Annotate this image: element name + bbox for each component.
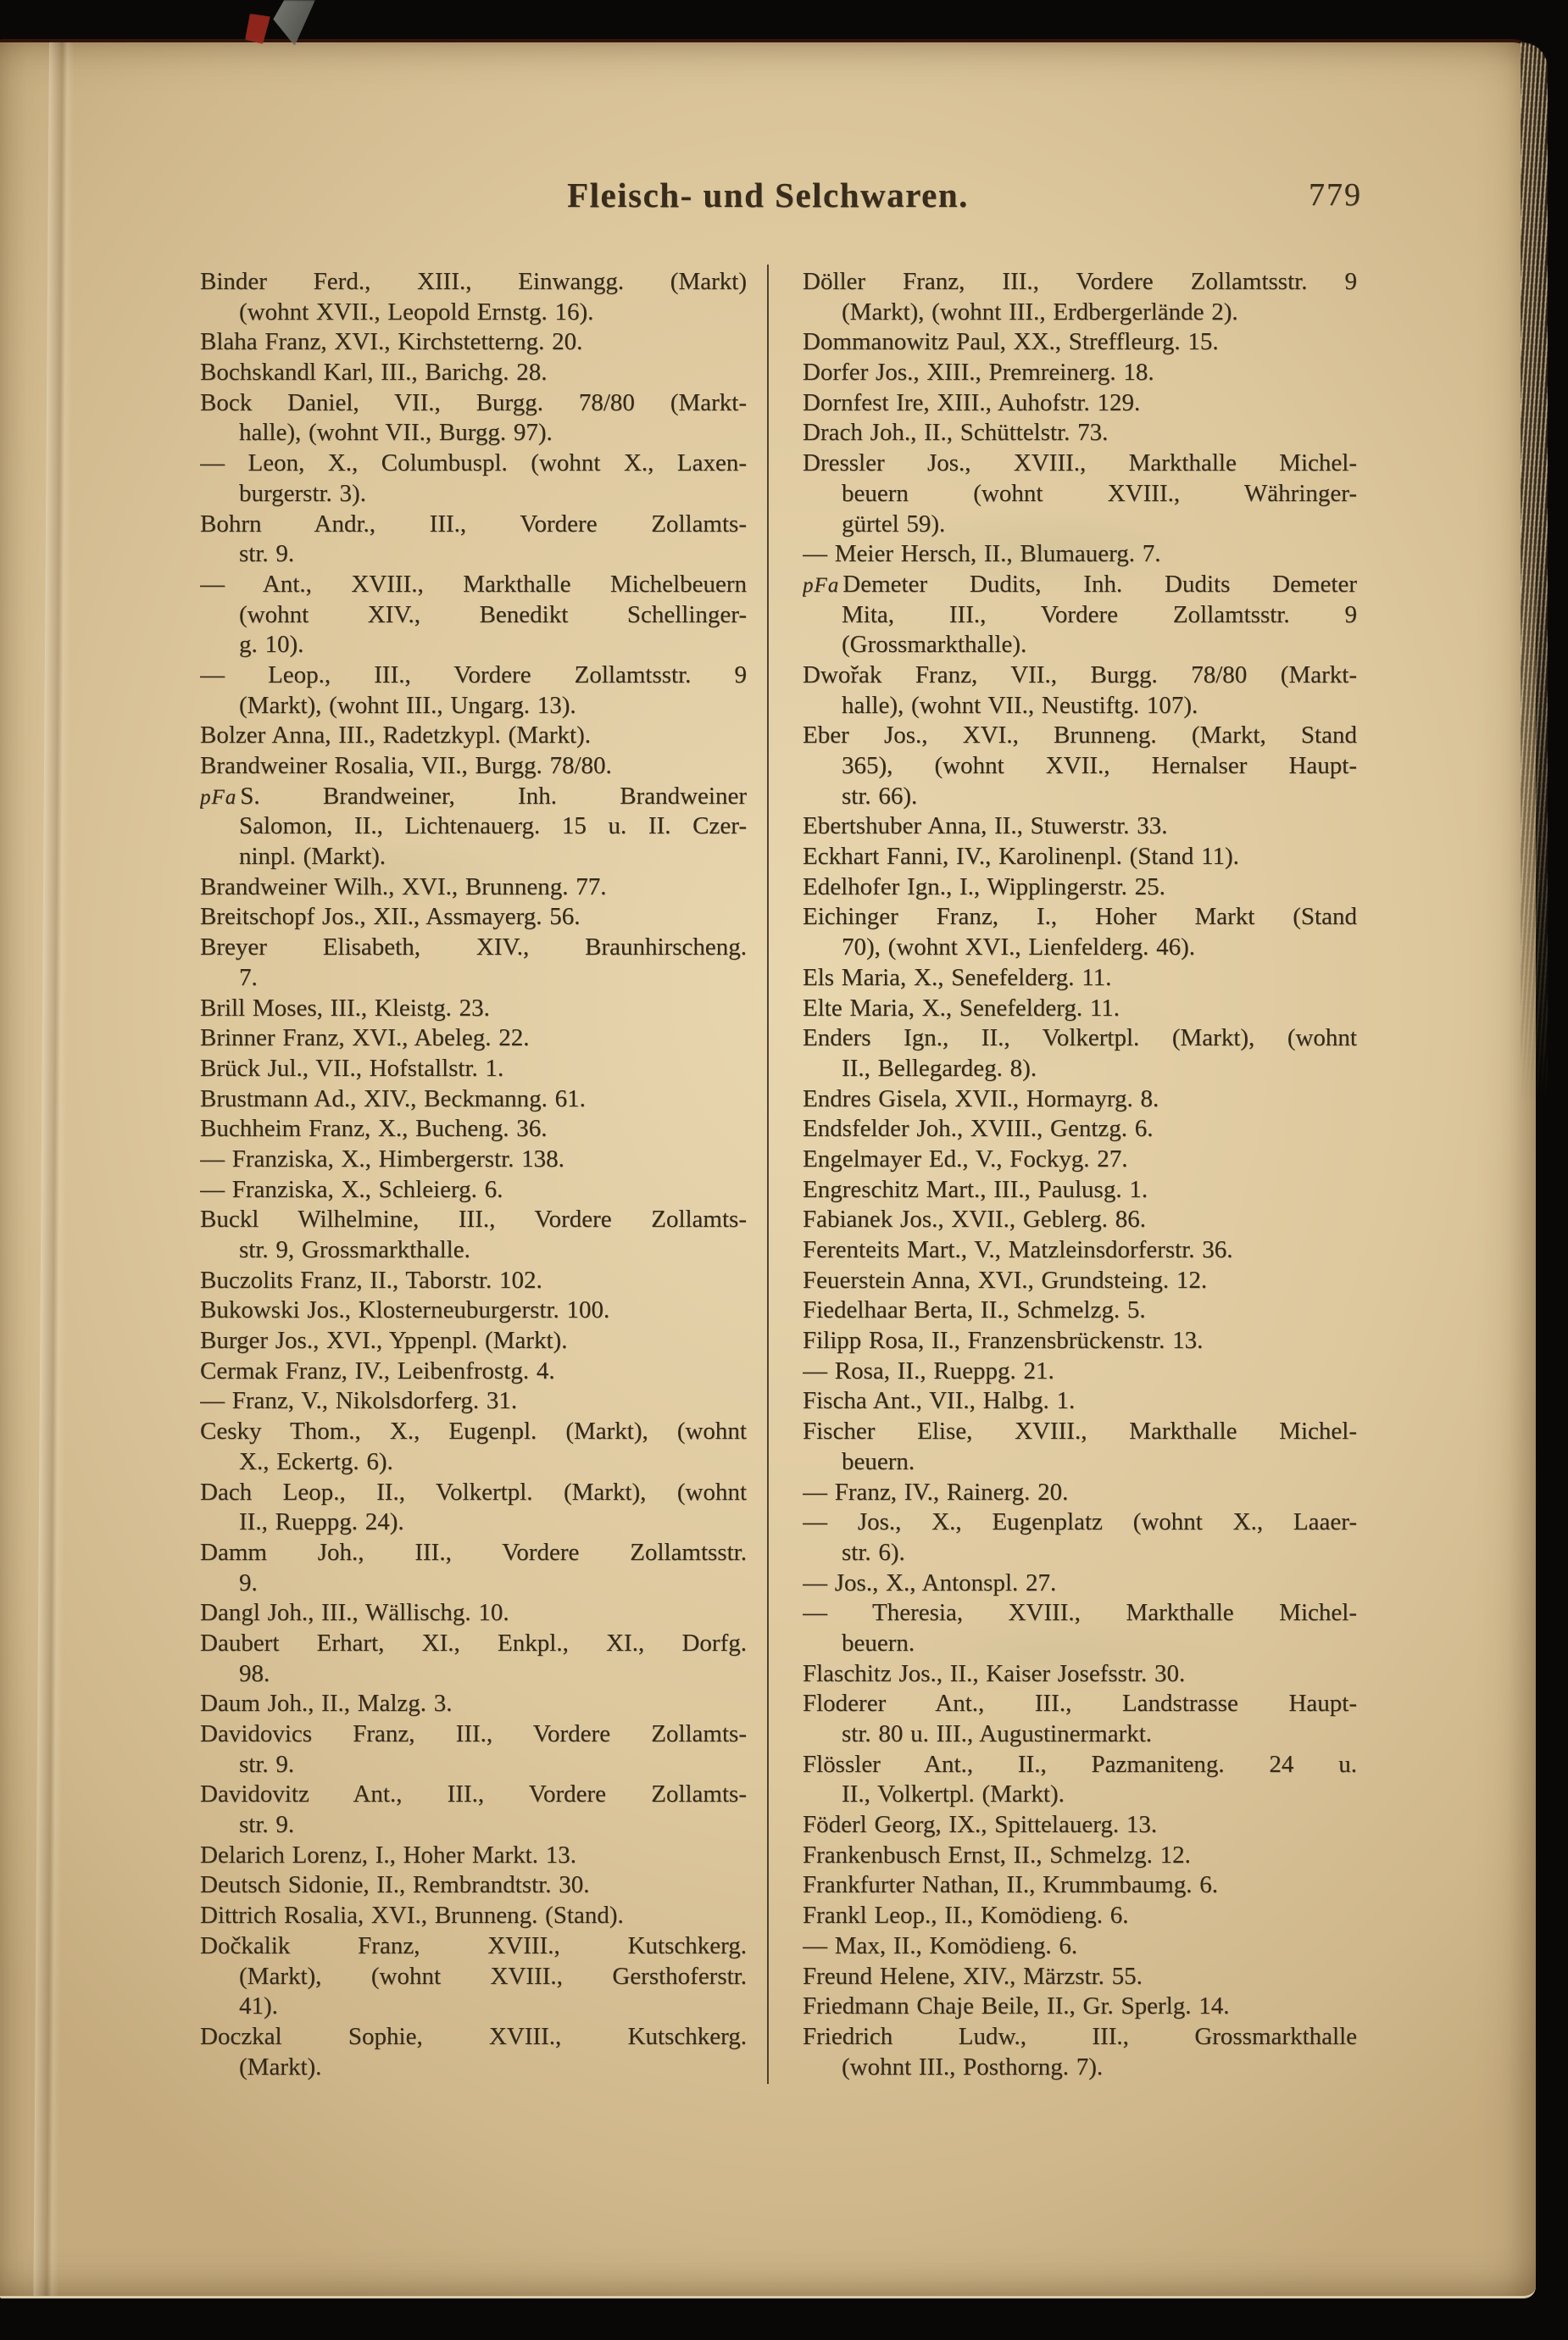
directory-line: Edelhofer Ign., I., Wipplingerstr. 25. (803, 872, 1165, 900)
directory-entry (803, 448, 1357, 539)
directory-entry (803, 1507, 1357, 1568)
directory-line: Brinner Franz, XVI., Abeleg. 22. (200, 1024, 530, 1052)
directory-line: Engelmayer Ed., V., Fockyg. 27. (803, 1145, 1128, 1173)
page-number: 779 (1309, 177, 1362, 213)
directory-entry (803, 902, 1357, 962)
directory-line: 41). (239, 1992, 278, 2020)
directory-line: 9. (239, 1568, 258, 1596)
directory-line: Brandweiner Rosalia, VII., Burgg. 78/80. (200, 752, 612, 779)
directory-entry (803, 721, 1357, 811)
directory-entry (803, 842, 1357, 872)
directory-entry (200, 1175, 747, 1206)
directory-entry (200, 1901, 747, 1931)
page-stack-edges (1521, 42, 1548, 1102)
directory-entry (200, 510, 747, 570)
directory-line: Frankl Leop., II., Komödieng. 6. (803, 1902, 1129, 1930)
directory-entry (200, 1417, 747, 1477)
directory-line: Dornfest Ire, XIII., Auhofstr. 129. (803, 388, 1141, 416)
directory-line: Fiedelhaar Berta, II., Schmelzg. 5. (803, 1296, 1146, 1324)
directory-line: — Leop., III., Vordere Zollamtsstr. 9 (200, 660, 747, 688)
directory-line: Frankfurter Nathan, II., Krummbaumg. 6. (803, 1871, 1219, 1899)
directory-line: Bochskandl Karl, III., Barichg. 28. (200, 359, 548, 387)
directory-entry (200, 1326, 747, 1357)
directory-line: Daum Joh., II., Malzg. 3. (200, 1690, 453, 1718)
directory-entry (200, 1780, 747, 1840)
directory-line: Friedmann Chaje Beile, II., Gr. Sperlg. 14. (803, 1992, 1230, 2020)
directory-entry (200, 1629, 747, 1689)
directory-line: Breitschopf Jos., XII., Assmayerg. 56. (200, 903, 581, 931)
directory-entry (803, 418, 1357, 448)
directory-line: Buchheim Franz, X., Bucheng. 36. (200, 1115, 548, 1143)
directory-line: Daubert Erhart, XI., Enkpl., XI., Dorfg. (200, 1629, 747, 1657)
directory-entry (803, 1357, 1357, 1387)
directory-entry (200, 1719, 747, 1780)
directory-entry (200, 267, 747, 327)
directory-line: Freund Helene, XIV., Märzstr. 55. (803, 1962, 1143, 1990)
directory-line: (Grossmarkthalle). (842, 631, 1027, 659)
directory-entry (200, 1145, 747, 1175)
directory-entry (200, 782, 747, 872)
directory-line: 365), (wohnt XVII., Hernalser Haupt- (842, 752, 1357, 779)
directory-line: Blaha Franz, XVI., Kirchstetterng. 20. (200, 328, 583, 356)
directory-entry (803, 1841, 1357, 1871)
directory-entry (803, 267, 1357, 327)
directory-entry (200, 751, 747, 782)
directory-line: Eichinger Franz, I., Hoher Markt (Stand (803, 903, 1357, 931)
directory-line: — Franz, IV., Rainerg. 20. (803, 1478, 1069, 1506)
directory-entry (803, 570, 1357, 660)
directory-entry (803, 1659, 1357, 1690)
directory-entry (200, 660, 747, 721)
directory-line: Salomon, II., Lichtenauerg. 15 u. II. Czer- (239, 812, 747, 840)
directory-line: Cermak Franz, IV., Leibenfrostg. 4. (200, 1357, 555, 1384)
directory-line: Dressler Jos., XVIII., Markthalle Michel- (803, 449, 1357, 477)
directory-line: 7. (239, 963, 258, 991)
directory-line: Föderl Georg, IX., Spittelauerg. 13. (803, 1811, 1158, 1839)
directory-entry (803, 1962, 1357, 1992)
directory-entry (803, 1478, 1357, 1508)
page-fold-crease (33, 42, 75, 2296)
directory-entry (803, 1205, 1357, 1235)
directory-line: Doczkal Sophie, XVIII., Kutschkerg. (200, 2022, 747, 2050)
directory-line: — Franziska, X., Himbergerstr. 138. (200, 1145, 564, 1173)
directory-entry (803, 811, 1357, 842)
directory-line: II., Volkertpl. (Markt). (842, 1780, 1065, 1808)
directory-line: beuern. (842, 1447, 915, 1475)
page-title: Fleisch- und Selchwaren. (567, 176, 969, 214)
directory-line: Mita, III., Vordere Zollamtsstr. 9 (842, 600, 1357, 628)
directory-line: str. 6). (842, 1538, 905, 1566)
directory-entry (200, 1357, 747, 1387)
directory-line: Flössler Ant., II., Pazmaniteng. 24 u. (803, 1750, 1357, 1778)
directory-entry (803, 1266, 1357, 1296)
directory-line: Ferenteits Mart., V., Matzleinsdorferstr. 36. (803, 1236, 1233, 1263)
directory-line: Buckl Wilhelmine, III., Vordere Zollamts- (200, 1206, 747, 1234)
directory-line: Eckhart Fanni, IV., Karolinenpl. (Stand 11). (803, 843, 1239, 871)
registered-firm-symbol: pFa (200, 785, 237, 809)
directory-entry (803, 1417, 1357, 1477)
directory-line: Dočkalik Franz, XVIII., Kutschkerg. (200, 1931, 747, 1959)
directory-entry (803, 1810, 1357, 1841)
directory-entry (200, 1538, 747, 1598)
directory-line: (Markt), (wohnt III., Ungarg. 13). (239, 691, 576, 719)
directory-entry (803, 1114, 1357, 1145)
directory-entry (803, 1598, 1357, 1658)
directory-line: 70), (wohnt XVI., Lienfelderg. 46). (842, 933, 1195, 961)
directory-line: Els Maria, X., Senefelderg. 11. (803, 963, 1112, 991)
directory-line: — Ant., XVIII., Markthalle Michelbeuern (200, 570, 747, 598)
directory-entry (200, 1598, 747, 1629)
directory-entry (200, 721, 747, 751)
directory-line: — Jos., X., Eugenplatz (wohnt X., Laaer- (803, 1508, 1357, 1536)
directory-line: Binder Ferd., XIII., Einwangg. (Markt) (200, 268, 747, 295)
directory-entry (803, 1145, 1357, 1175)
right-column (803, 267, 1357, 2082)
directory-line: str. 80 u. III., Augustinermarkt. (842, 1720, 1153, 1747)
directory-line: (Markt). (239, 2053, 322, 2081)
directory-entry (803, 872, 1357, 903)
directory-line: Bukowski Jos., Klosterneuburgerstr. 100. (200, 1296, 610, 1324)
directory-line: (wohnt XIV., Benedikt Schellinger- (239, 600, 747, 628)
directory-entry (200, 1205, 747, 1265)
directory-line: Enders Ign., II., Volkertpl. (Markt), (wohnt (803, 1024, 1357, 1052)
directory-entry (803, 1689, 1357, 1749)
directory-line: Brück Jul., VII., Hofstallstr. 1. (200, 1054, 504, 1082)
directory-entry (803, 1931, 1357, 1962)
directory-line: — Franziska, X., Schleierg. 6. (200, 1175, 503, 1203)
directory-line: Flaschitz Jos., II., Kaiser Josefsstr. 30. (803, 1659, 1186, 1687)
directory-line: Dwořak Franz, VII., Burgg. 78/80 (Markt- (803, 660, 1357, 688)
directory-entry (803, 327, 1357, 358)
directory-entry (803, 1326, 1357, 1357)
directory-entry (200, 1266, 747, 1296)
directory-line: Cesky Thom., X., Eugenpl. (Markt), (wohnt (200, 1418, 747, 1446)
directory-entry (200, 1114, 747, 1145)
directory-entry (200, 902, 747, 933)
directory-line: Filipp Rosa, II., Franzensbrückenstr. 13. (803, 1327, 1204, 1355)
directory-entry (803, 1386, 1357, 1417)
directory-line: halle), (wohnt VII., Burgg. 97). (239, 419, 553, 447)
directory-entry (200, 1386, 747, 1417)
directory-line: Brill Moses, III., Kleistg. 23. (200, 994, 490, 1022)
directory-line: Ebertshuber Anna, II., Stuwerstr. 33. (803, 812, 1168, 840)
directory-entry (803, 1870, 1357, 1901)
directory-line: Feuerstein Anna, XVI., Grundsteing. 12. (803, 1266, 1208, 1294)
directory-entry (803, 994, 1357, 1024)
directory-line: Bolzer Anna, III., Radetzkypl. (Markt). (200, 722, 591, 749)
directory-line: Dommanowitz Paul, XX., Streffleurg. 15. (803, 328, 1219, 356)
directory-line: beuern. (842, 1629, 915, 1657)
directory-entry (803, 1023, 1357, 1084)
directory-entry (200, 388, 747, 448)
directory-entry (200, 1931, 747, 2022)
directory-line: Endres Gisela, XVII., Hormayrg. 8. (803, 1084, 1159, 1112)
directory-line: Delarich Lorenz, I., Hoher Markt. 13. (200, 1841, 576, 1869)
directory-line: (wohnt III., Posthorng. 7). (842, 2053, 1104, 2081)
directory-entry (200, 994, 747, 1024)
directory-entry (200, 1023, 747, 1054)
directory-line: str. 9. (239, 540, 295, 568)
directory-entry (803, 1992, 1357, 2022)
directory-entry (803, 1901, 1357, 1931)
directory-line: Fabianek Jos., XVII., Geblerg. 86. (803, 1206, 1146, 1234)
directory-line: Burger Jos., XVI., Yppenpl. (Markt). (200, 1327, 568, 1355)
directory-line: — Meier Hersch, II., Blumauerg. 7. (803, 540, 1161, 568)
directory-entry (200, 1841, 747, 1871)
directory-line: Friedrich Ludw., III., Grossmarkthalle (803, 2022, 1357, 2050)
directory-line: Damm Joh., III., Vordere Zollamtsstr. (200, 1538, 747, 1566)
directory-line: Fischa Ant., VII., Halbg. 1. (803, 1387, 1076, 1415)
directory-line: (Markt), (wohnt XVIII., Gersthoferstr. (239, 1962, 747, 1990)
directory-entry (200, 1870, 747, 1901)
directory-entry (803, 1175, 1357, 1206)
directory-line: Fischer Elise, XVIII., Markthalle Michel- (803, 1418, 1357, 1446)
registered-firm-symbol: pFa (803, 573, 840, 597)
directory-entry (803, 2022, 1357, 2082)
directory-entry (803, 1750, 1357, 1810)
directory-entry (200, 1084, 747, 1115)
directory-line: II., Rueppg. 24). (239, 1508, 404, 1536)
directory-line: — Leon, X., Columbuspl. (wohnt X., Laxen- (200, 449, 747, 477)
directory-entry (200, 1054, 747, 1084)
directory-entry (803, 1295, 1357, 1326)
directory-line: Brandweiner Wilh., XVI., Brunneng. 77. (200, 872, 607, 900)
directory-entry (200, 448, 747, 509)
directory-line: Elte Maria, X., Senefelderg. 11. (803, 994, 1120, 1022)
directory-line: pFa Demeter Dudits, Inh. Dudits Demeter (803, 570, 1357, 598)
directory-line: II., Bellegardeg. 8). (842, 1054, 1037, 1082)
directory-entry (803, 1568, 1357, 1599)
directory-entry (803, 358, 1357, 388)
directory-entry (803, 963, 1357, 994)
directory-entry (803, 539, 1357, 570)
column-divider-rule (767, 265, 769, 2084)
directory-line: gürtel 59). (842, 510, 946, 538)
directory-line: Engreschitz Mart., III., Paulusg. 1. (803, 1175, 1148, 1203)
directory-line: Bock Daniel, VII., Burgg. 78/80 (Markt- (200, 388, 747, 416)
left-column (200, 267, 747, 2082)
directory-line: Breyer Elisabeth, XIV., Braunhirscheng. (200, 933, 747, 961)
directory-entry (200, 872, 747, 903)
running-head (0, 175, 1536, 215)
directory-line: Dangl Joh., III., Wällischg. 10. (200, 1599, 509, 1627)
directory-line: pFa S. Brandweiner, Inh. Brandweiner (200, 782, 747, 810)
directory-entry (803, 1084, 1357, 1115)
directory-line: beuern (wohnt XVIII., Währinger- (842, 479, 1357, 507)
directory-entry (803, 660, 1357, 721)
directory-line: — Theresia, XVIII., Markthalle Michel- (803, 1599, 1357, 1627)
directory-line: Brustmann Ad., XIV., Beckmanng. 61. (200, 1084, 586, 1112)
directory-line: Frankenbusch Ernst, II., Schmelzg. 12. (803, 1841, 1191, 1869)
directory-entry (803, 1235, 1357, 1266)
directory-line: Bohrn Andr., III., Vordere Zollamts- (200, 510, 747, 538)
directory-line: Dach Leop., II., Volkertpl. (Markt), (wohnt (200, 1478, 747, 1506)
directory-line: str. 9, Grossmarkthalle. (239, 1236, 470, 1263)
directory-entry (200, 2022, 747, 2082)
directory-line: Deutsch Sidonie, II., Rembrandtstr. 30. (200, 1871, 590, 1899)
directory-line: (wohnt XVII., Leopold Ernstg. 16). (239, 298, 594, 326)
directory-line: Endsfelder Joh., XVIII., Gentzg. 6. (803, 1115, 1154, 1143)
directory-entry (200, 570, 747, 660)
directory-entry (200, 933, 747, 993)
directory-entry (200, 1689, 747, 1719)
directory-line: Dittrich Rosalia, XVI., Brunneng. (Stand). (200, 1902, 624, 1930)
directory-line: g. 10). (239, 631, 304, 659)
directory-entry (200, 1295, 747, 1326)
directory-line: ninpl. (Markt). (239, 843, 386, 871)
directory-line: — Max, II., Komödieng. 6. (803, 1931, 1078, 1959)
directory-entry (200, 327, 747, 358)
book-page (0, 39, 1536, 2298)
directory-line: Floderer Ant., III., Landstrasse Haupt- (803, 1690, 1357, 1718)
directory-line: str. 9. (239, 1811, 295, 1839)
directory-line: — Jos., X., Antonspl. 27. (803, 1568, 1057, 1596)
directory-line: — Franz, V., Nikolsdorferg. 31. (200, 1387, 518, 1415)
directory-line: halle), (wohnt VII., Neustiftg. 107). (842, 691, 1198, 719)
directory-line: Dorfer Jos., XIII., Premreinerg. 18. (803, 359, 1154, 387)
directory-line: Davidovics Franz, III., Vordere Zollamts- (200, 1720, 747, 1747)
directory-line: Buczolits Franz, II., Taborstr. 102. (200, 1266, 542, 1294)
directory-entry (200, 358, 747, 388)
directory-entry (200, 1478, 747, 1538)
directory-line: Drach Joh., II., Schüttelstr. 73. (803, 419, 1109, 447)
directory-entry (803, 388, 1357, 419)
directory-line: Eber Jos., XVI., Brunneng. (Markt, Stand (803, 722, 1357, 749)
directory-line: Davidovitz Ant., III., Vordere Zollamts- (200, 1780, 747, 1808)
directory-line: 98. (239, 1659, 270, 1687)
directory-line: str. 66). (842, 782, 918, 810)
directory-line: burgerstr. 3). (239, 479, 366, 507)
directory-line: (Markt), (wohnt III., Erdbergerlände 2). (842, 298, 1238, 326)
directory-line: str. 9. (239, 1750, 295, 1778)
directory-line: Döller Franz, III., Vordere Zollamtsstr. 9 (803, 268, 1357, 295)
directory-line: X., Eckertg. 6). (239, 1447, 393, 1475)
directory-line: — Rosa, II., Rueppg. 21. (803, 1357, 1054, 1384)
